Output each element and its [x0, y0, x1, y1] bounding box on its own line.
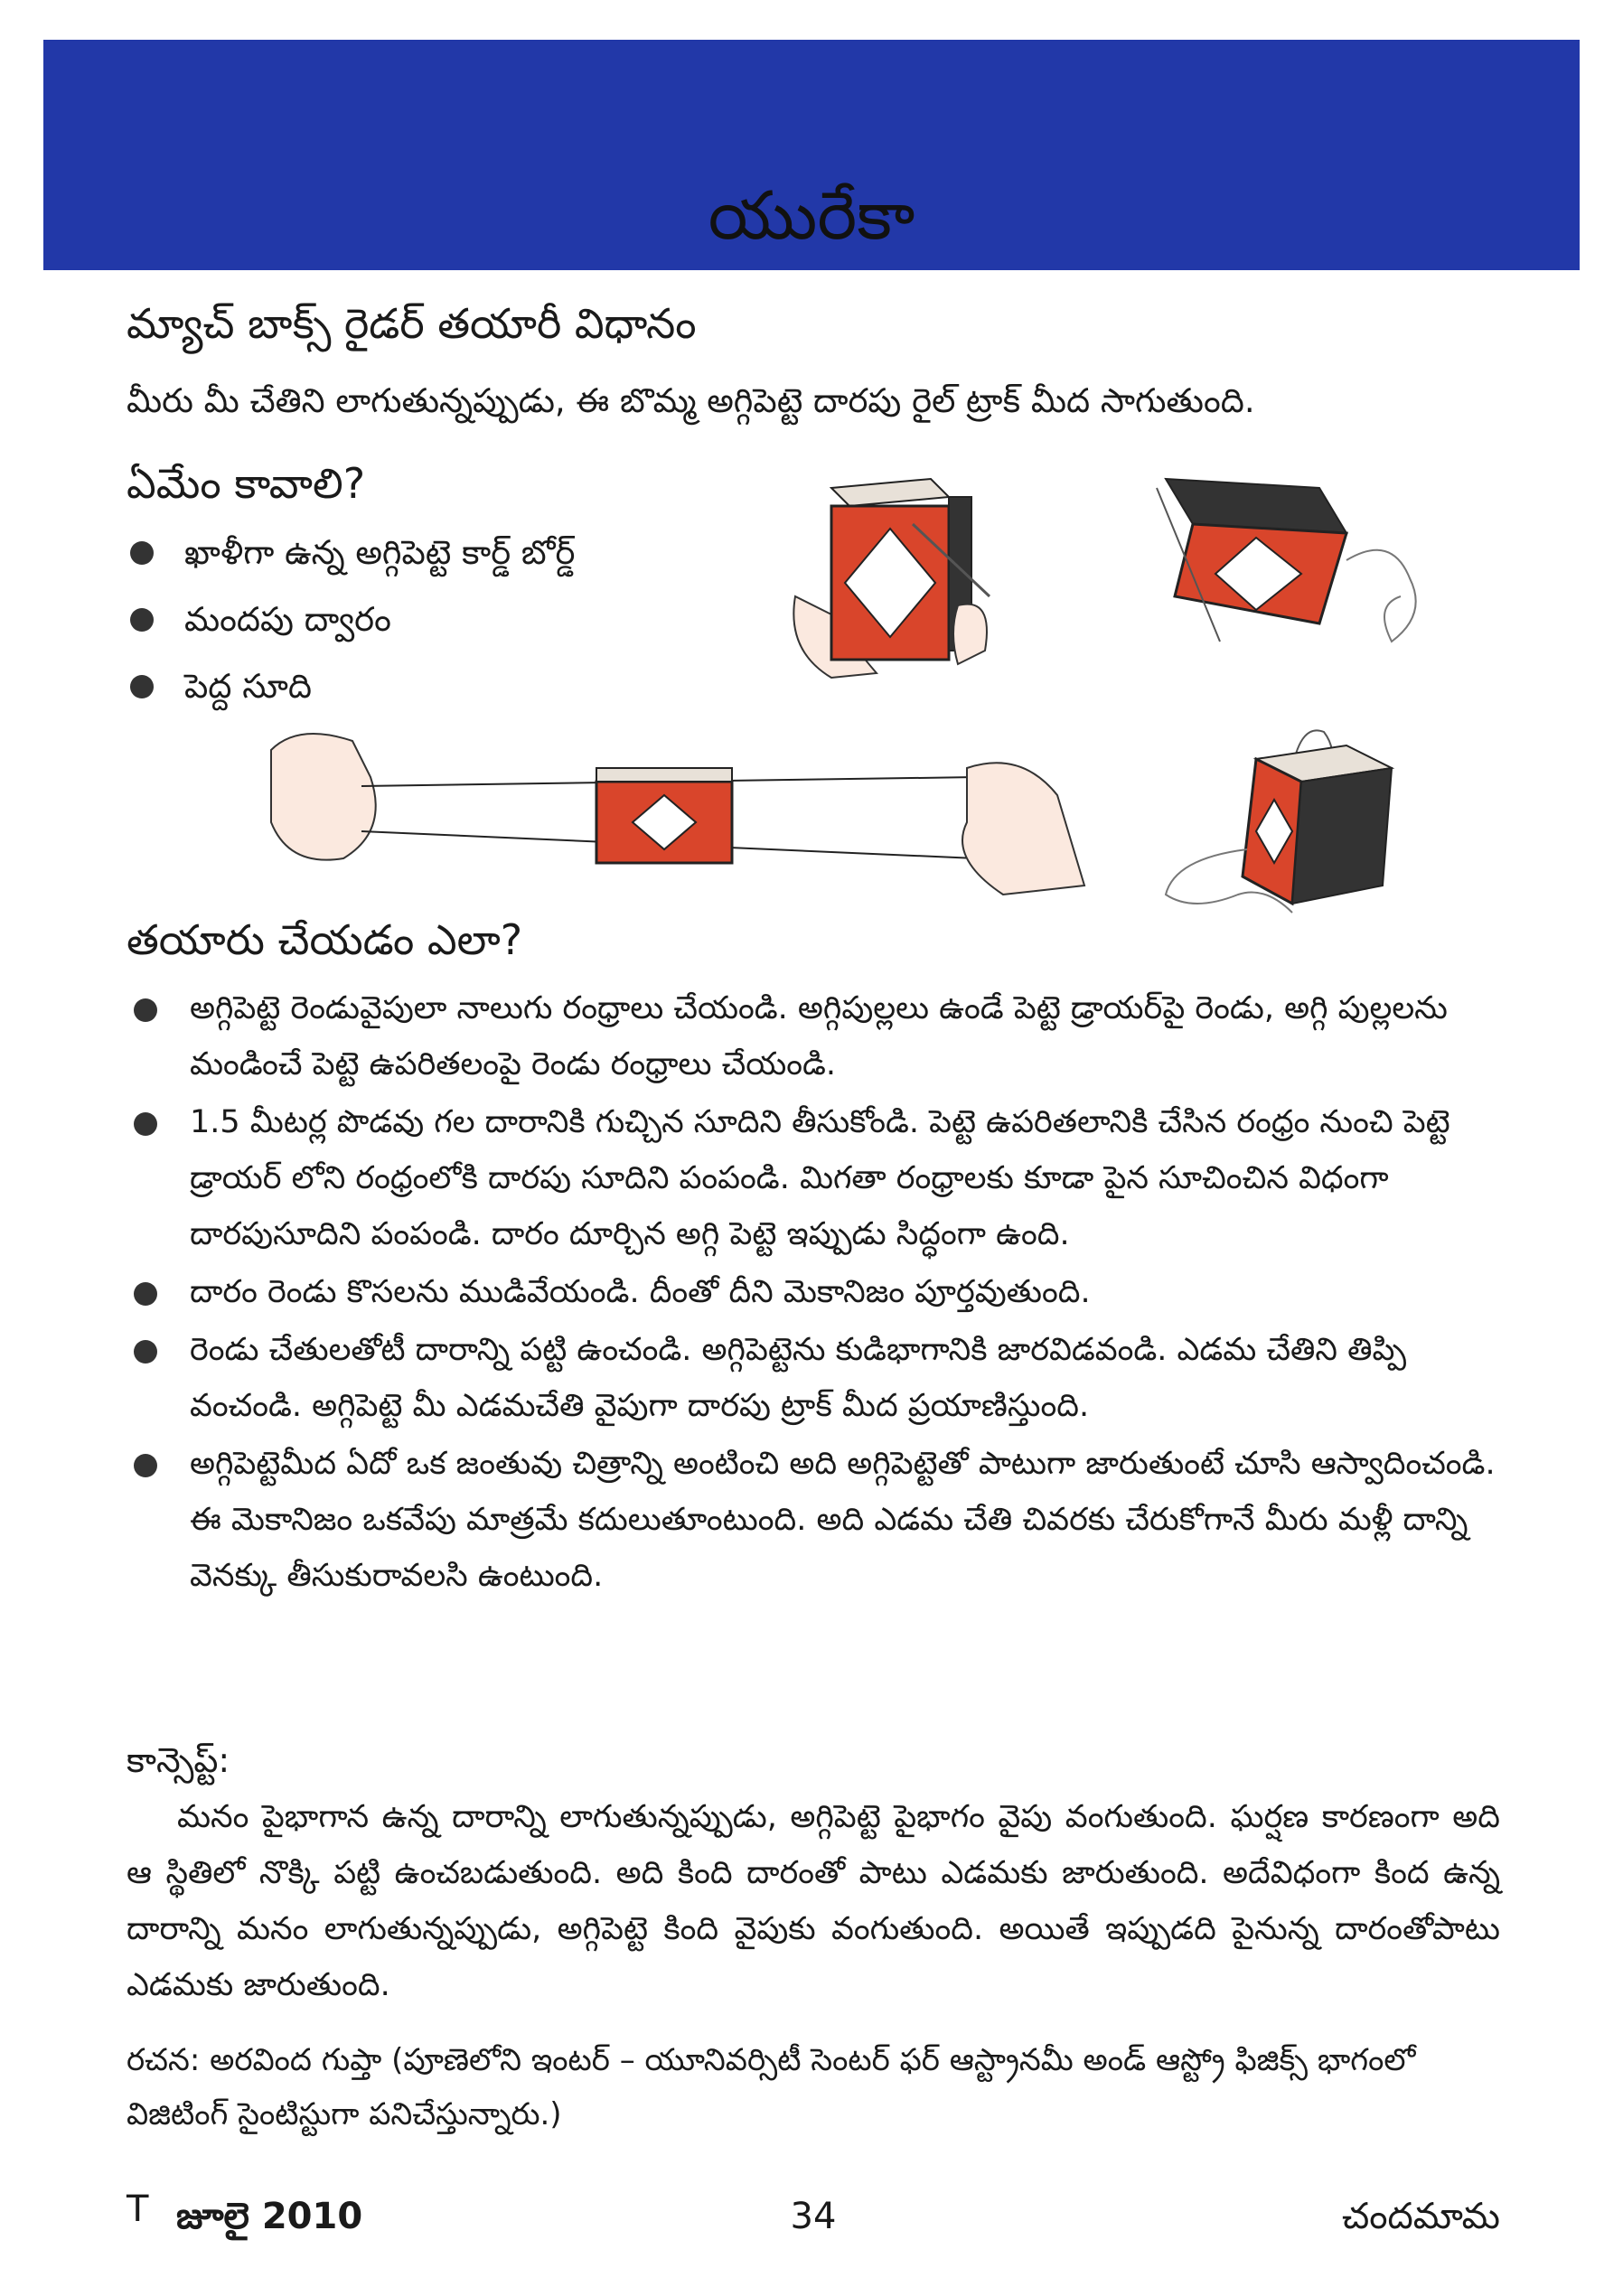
- list-item: రెండు చేతులతోటీ దారాన్ని పట్టి ఉంచండి. అగ్గిపెట్టెను కుడిభాగానికి జారవిడవండి. ఎడమ చేతిని తిప్పి వంచండి. అగ్గిపెట్టె మీ ఎడమచేతి వైపుగా దారపు ట్రాక్ మీద ప్రయాణిస్తుంది.: [127, 1322, 1500, 1434]
- footer-date: జూలై 2010: [176, 2196, 363, 2237]
- illustration-threaded-box: [1139, 461, 1446, 660]
- howto-heading: తయారు చేయడం ఎలా?: [127, 915, 523, 964]
- needs-list: [127, 520, 759, 720]
- page-number: 34: [790, 2196, 837, 2237]
- list-item: పెద్ద సూది: [127, 653, 759, 720]
- list-item: మందపు ద్వారం: [127, 586, 759, 653]
- needs-heading: ఏమేం కావాలి?: [127, 459, 366, 508]
- magazine-name: చందమామ: [1341, 2196, 1500, 2237]
- list-item: ఖాళీగా ఉన్న అగ్గిపెట్టె కార్డ్ బోర్డ్: [127, 520, 759, 586]
- author-credit: రచన: అరవింద గుప్తా (పూణెలోని ఇంటర్ – యూనివర్సిటీ సెంటర్ ఫర్ ఆస్ట్రానమీ అండ్ ఆస్ట్రో ఫిజిక్స్ భాగంలో విజిటింగ్ సైంటిస్టుగా పనిచేస్తున్నారు.): [127, 2042, 1416, 2132]
- illustration-matchbox-on-string: [262, 723, 1093, 904]
- article-heading: మ్యాచ్ బాక్స్ రైడర్ తయారీ విధానం: [127, 299, 697, 348]
- concept-body: మనం పైభాగాన ఉన్న దారాన్ని లాగుతున్నప్పుడు, అగ్గిపెట్టె పైభాగం వైపు వంగుతుంది. ఘర్షణ కారణంగా అది ఆ స్థితిలో నొక్కి పట్టి ఉంచబడుతుంది. అది కింది దారంతో పాటు ఎడమకు జారుతుంది. అదేవిధంగా కింద ఉన్న దారాన్ని మనం లాగుతున్నప్పుడు, అగ్గిపెట్టె కింది వైపుకు వంగుతుంది. అయితే ఇప్పుడది పైనున్న దారంతోపాటు ఎడమకు జారుతుంది.: [127, 1799, 1500, 2003]
- footer-mark: T: [127, 2188, 149, 2230]
- illustration-threading-needle: [777, 461, 994, 687]
- steps-list: [127, 980, 1500, 1606]
- list-item: దారం రెండు కొసలను ముడివేయండి. దీంతో దీని మెకానిజం పూర్తవుతుంది.: [127, 1264, 1500, 1320]
- concept-label: కాన్సెప్ట్:: [127, 1740, 230, 1780]
- list-item: అగ్గిపెట్టె రెండువైపులా నాలుగు రంధ్రాలు చేయండి. అగ్గిపుల్లలు ఉండే పెట్టె డ్రాయర్‌పై రెండు, అగ్గి పుల్లలను మండించే పెట్టె ఉపరితలంపై రెండు రంధ్రాలు చేయండి.: [127, 980, 1500, 1092]
- page-title: యురేకా: [708, 177, 915, 255]
- title-banner: [43, 40, 1580, 270]
- illustration-upright-box: [1157, 714, 1428, 922]
- intro-text: మీరు మీ చేతిని లాగుతున్నప్పుడు, ఈ బొమ్మ అగ్గిపెట్టె దారపు రైల్ ట్రాక్ మీద సాగుతుంది.: [127, 381, 1255, 420]
- list-item: అగ్గిపెట్టెమీద ఏదో ఒక జంతువు చిత్రాన్ని అంటించి అది అగ్గిపెట్టెతో పాటుగా జారుతుంటే చూసి ఆస్వాదించండి. ఈ మెకానిజం ఒకవేపు మాత్రమే కదులుతూంటుంది. అది ఎడమ చేతి చివరకు చేరుకోగానే మీరు మళ్లీ దాన్ని వెనక్కు తీసుకురావలసి ఉంటుంది.: [127, 1436, 1500, 1604]
- list-item: 1.5 మీటర్ల పొడవు గల దారానికి గుచ్చిన సూదిని తీసుకోండి. పెట్టె ఉపరితలానికి చేసిన రంధ్రం నుంచి పెట్టె డ్రాయర్ లోని రంధ్రంలోకి దారపు సూదిని పంపండి. మిగతా రంధ్రాలకు కూడా పైన సూచించిన విధంగా దారపుసూదిని పంపండి. దారం దూర్చిన అగ్గి పెట్టె ఇప్పుడు సిద్ధంగా ఉంది.: [127, 1094, 1500, 1262]
